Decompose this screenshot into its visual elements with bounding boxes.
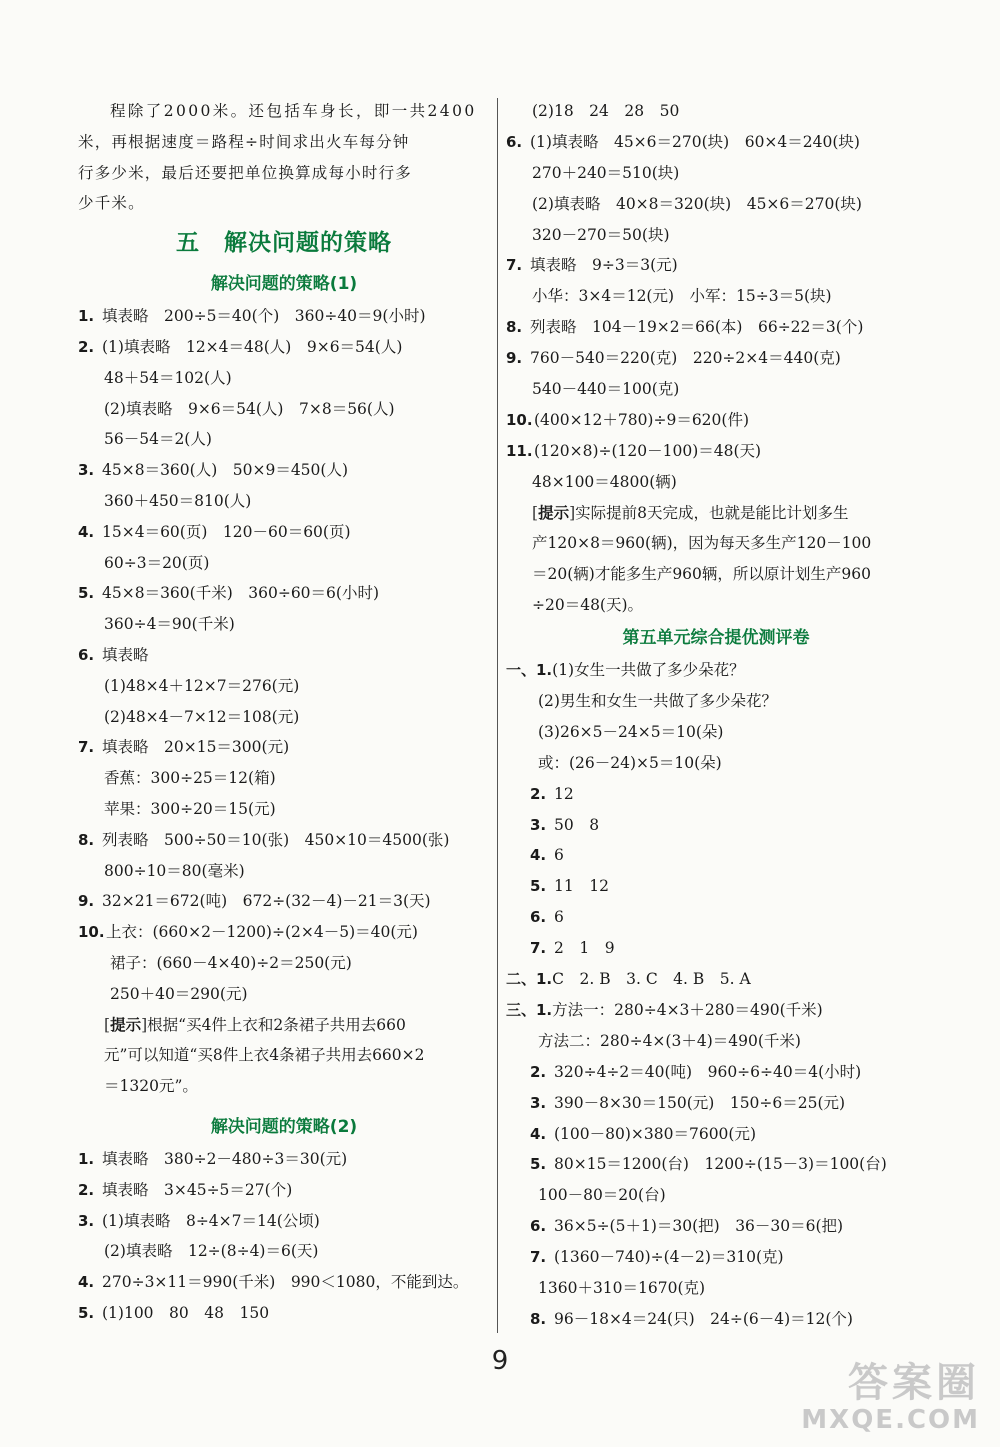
answer-subitem [506, 1304, 926, 1335]
answer-subitem [506, 1057, 926, 1088]
watermark [801, 1361, 980, 1435]
answer-item [506, 343, 926, 374]
answer-continuation: (2)填表略 9×6＝54(人) 7×8＝56(人) [104, 399, 395, 418]
answer-item [506, 964, 926, 995]
item-text: (100－80)×380＝7600(元) [554, 1124, 757, 1143]
item-text: 760－540＝220(克) 220÷2×4＝440(克) [530, 349, 841, 368]
answer-item [78, 825, 490, 856]
item-text: (400×12＋780)÷9＝620(件) [534, 410, 750, 429]
item-text: 32×21＝672(吨) 672÷(32－4)－21＝3(天) [102, 892, 431, 911]
hint-text: 根据“买4件上衣和2条裙子共用去660 [147, 1015, 406, 1034]
hint-label [532, 503, 575, 522]
hint-line [78, 1010, 490, 1041]
answer-item [506, 250, 926, 281]
item-number: 5. [530, 877, 547, 896]
answer-continuation: 香蕉：300÷25＝12(箱) [104, 769, 276, 788]
answer-continuation: (2)填表略 40×8＝320(块) 45×6＝270(块) [532, 194, 862, 213]
answer-item [78, 332, 490, 363]
item-number: 11. [506, 441, 533, 460]
answer-continuation: (2)48×4－7×12＝108(元) [104, 707, 300, 726]
answer-item [78, 1298, 490, 1329]
hint-line [506, 498, 926, 529]
column-divider [497, 98, 498, 1333]
item-number: 9. [506, 349, 523, 368]
answer-continuation: 360＋450＝810(人) [104, 491, 252, 510]
answer-continuation: 56－54＝2(人) [104, 430, 212, 449]
item-text: 方法一：280÷4×3＋280＝490(千米) [552, 1000, 823, 1019]
answer-continuation: (2)18 24 28 50 [532, 102, 680, 120]
answer-subitem [506, 902, 926, 933]
answer-subitem [506, 1149, 926, 1180]
answer-item [78, 732, 490, 763]
hint-label-text: 提示 [110, 1014, 142, 1034]
item-text: 390－8×30＝150(元) 150÷6＝25(元) [554, 1093, 846, 1112]
watermark-logo: 答案圈 [848, 1360, 980, 1406]
item-number: 8. [506, 318, 523, 337]
answer-continuation: 48＋54＝102(人) [104, 368, 232, 387]
section-heading: 五 解决问题的策略 [176, 230, 392, 257]
item-text: 列表略 104－19×2＝66(本) 66÷22＝3(个) [530, 318, 864, 337]
answer-subitem [506, 1242, 926, 1273]
item-text: 45×8＝360(人) 50×9＝450(人) [102, 461, 349, 480]
answer-subitem [506, 1119, 926, 1150]
item-number: 3. [78, 1211, 95, 1230]
item-number: 10. [506, 410, 533, 429]
hint-label [104, 1015, 147, 1034]
answer-continuation: 60÷3＝20(页) [104, 553, 210, 572]
answer-item [78, 1144, 490, 1175]
item-number: 2. [78, 1180, 95, 1199]
item-text: (1)女生一共做了多少朵花？ [552, 661, 745, 680]
answer-continuation: 250＋40＝290(元) [110, 984, 248, 1003]
item-text: 11 12 [554, 877, 609, 896]
item-number: 4. [78, 1273, 95, 1292]
item-number: 7. [530, 1248, 547, 1267]
item-text: (1)填表略 45×6＝270(块) 60×4＝240(块) [530, 132, 860, 151]
answer-continuation: 裙子：(660－4×40)÷2＝250(元) [110, 953, 352, 972]
item-number: 1. [78, 1149, 95, 1168]
subsection-heading: 解决问题的策略(2) [210, 1116, 358, 1137]
answer-subitem [506, 840, 926, 871]
item-text: (1)填表略 12×4＝48(人) 9×6＝54(人) [102, 337, 403, 356]
answer-subitem [506, 1211, 926, 1242]
item-text: 填表略 20×15＝300(元) [102, 738, 290, 757]
item-text: (1)填表略 8÷4×7＝14(公顷) [102, 1211, 320, 1230]
item-text: C 2. B 3. C 4. B 5. A [552, 970, 751, 989]
paragraph-line: 米，再根据速度＝路程÷时间求出火车每分钟 [78, 132, 410, 151]
item-text: 80×15＝1200(台) 1200÷(15－3)＝100(台) [554, 1155, 887, 1174]
answer-continuation: (2)填表略 12÷(8÷4)＝6(天) [104, 1242, 319, 1261]
answer-item [506, 405, 926, 436]
answer-item [506, 995, 926, 1026]
item-text: (1)100 80 48 150 [102, 1303, 270, 1322]
answer-continuation: 48×100＝4800(辆) [532, 472, 677, 491]
hint-continuation: ＝1320元”。 [104, 1077, 198, 1096]
item-number: 三、1. [506, 1000, 553, 1019]
watermark-url: MXQE.COM [801, 1405, 980, 1435]
item-text: 96－18×4＝24(只) 24÷(6－4)＝12(个) [554, 1309, 853, 1328]
item-text: 36×5÷(5＋1)＝30(把) 36－30＝6(把) [554, 1217, 844, 1236]
answer-item [506, 312, 926, 343]
item-text: 上衣：(660×2－1200)÷(2×4－5)＝40(元) [106, 923, 418, 942]
item-text: (120×8)÷(120－100)＝48(天) [534, 441, 762, 460]
item-number: 5. [78, 1303, 95, 1322]
hint-bracket-close: ] [141, 1015, 148, 1034]
item-number: 5. [78, 584, 95, 603]
item-text: 12 [554, 784, 574, 803]
hint-bracket-open: [ [532, 503, 539, 522]
item-text: 45×8＝360(千米) 360÷60＝6(小时) [102, 584, 380, 603]
answer-subitem [506, 1088, 926, 1119]
answer-continuation: 360÷4＝90(千米) [104, 615, 235, 634]
item-number: 3. [530, 1093, 547, 1112]
item-number: 6. [530, 908, 547, 927]
item-text: 2 1 9 [554, 939, 615, 958]
item-number: 10. [78, 923, 105, 942]
answer-continuation: 100－80＝20(台) [538, 1186, 666, 1205]
answer-item [506, 436, 926, 467]
paragraph-line: 行多少米，最后还要把单位换算成每小时行多 [78, 163, 413, 182]
answer-subitem [506, 871, 926, 902]
item-text: 15×4＝60(页) 120－60＝60(页) [102, 522, 351, 541]
answer-item [78, 917, 490, 948]
hint-label-text: 提示 [538, 502, 570, 522]
hint-continuation: 元”可以知道“买8件上衣4条裙子共用去660×2 [104, 1046, 425, 1065]
item-number: 7. [506, 256, 523, 275]
item-number: 9. [78, 892, 95, 911]
hint-bracket-close: ] [569, 503, 576, 522]
item-text: 50 8 [554, 815, 600, 834]
answer-subitem [506, 779, 926, 810]
item-number: 6. [78, 645, 95, 664]
answer-continuation: (3)26×5－24×5＝10(朵) [538, 722, 724, 741]
item-number: 一、1. [506, 661, 553, 680]
hint-bracket-open: [ [104, 1015, 111, 1034]
answer-continuation: 方法二：280÷4×(3＋4)＝490(千米) [538, 1031, 801, 1050]
answer-subitem [506, 810, 926, 841]
answer-item [78, 1175, 490, 1206]
item-number: 8. [530, 1309, 547, 1328]
item-number: 2. [530, 784, 547, 803]
hint-continuation: ÷20＝48(天)。 [532, 596, 644, 615]
answer-subitem [506, 933, 926, 964]
answer-item [78, 517, 490, 548]
item-number: 4. [530, 846, 547, 865]
item-text: 320÷4÷2＝40(吨) 960÷6÷40＝4(小时) [554, 1062, 862, 1081]
answer-item [78, 886, 490, 917]
item-text: 列表略 500÷50＝10(张) 450×10＝4500(张) [102, 830, 450, 849]
item-text: 填表略 380÷2－480÷3＝30(元) [102, 1149, 348, 1168]
answer-continuation: 320－270＝50(块) [532, 225, 670, 244]
item-text: 填表略 200÷5＝40(个) 360÷40＝9(小时) [102, 307, 426, 326]
hint-continuation: ＝20(辆)才能多生产960辆，所以原计划生产960 [532, 565, 871, 584]
answer-continuation: 苹果：300÷20＝15(元) [104, 799, 276, 818]
item-text: 6 [554, 908, 564, 927]
item-number: 4. [78, 522, 95, 541]
page-number: 9 [491, 1346, 509, 1376]
item-number: 2. [530, 1062, 547, 1081]
item-number: 7. [78, 738, 95, 757]
item-number: 2. [78, 337, 95, 356]
item-number: 3. [78, 461, 95, 480]
answer-item [78, 301, 490, 332]
answer-item [506, 655, 926, 686]
item-number: 4. [530, 1124, 547, 1143]
answer-continuation: 270＋240＝510(块) [532, 163, 680, 182]
item-text: 填表略 3×45÷5＝27(个) [102, 1180, 293, 1199]
answer-continuation: (2)男生和女生一共做了多少朵花？ [538, 692, 777, 711]
answer-item [506, 127, 926, 158]
subsection-heading: 第五单元综合提优测评卷 [622, 628, 810, 649]
paragraph-line: 程除了2000米。还包括车身长，即一共2400 [110, 102, 477, 120]
item-number: 6. [506, 132, 523, 151]
hint-continuation: 产120×8＝960(辆)，因为每天多生产120－100 [532, 534, 872, 553]
item-number: 8. [78, 830, 95, 849]
hint-text: 实际提前8天完成，也就是能比计划多生 [575, 503, 849, 522]
answer-continuation: 540－440＝100(克) [532, 380, 680, 399]
answer-continuation: 1360＋310＝1670(克) [538, 1278, 706, 1297]
answer-continuation: 800÷10＝80(毫米) [104, 861, 245, 880]
answer-item [78, 640, 490, 671]
item-number: 5. [530, 1155, 547, 1174]
item-number: 7. [530, 939, 547, 958]
item-text: 270÷3×11＝990(千米) 990＜1080，不能到达。 [102, 1273, 469, 1292]
answer-continuation: (1)48×4＋12×7＝276(元) [104, 676, 300, 695]
answer-continuation: 或：(26－24)×5＝10(朵) [538, 753, 722, 772]
left-column [78, 96, 490, 1329]
answer-item [78, 578, 490, 609]
answer-item [78, 455, 490, 486]
answer-item [78, 1206, 490, 1237]
subsection-heading: 解决问题的策略(1) [210, 274, 358, 295]
item-number: 6. [530, 1217, 547, 1236]
right-column [506, 96, 926, 1335]
item-text: (1360－740)÷(4－2)＝310(克) [554, 1248, 784, 1267]
answer-item [78, 1267, 490, 1298]
item-number: 二、1. [506, 970, 553, 989]
item-text: 填表略 9÷3＝3(元) [530, 256, 678, 275]
item-number: 1. [78, 307, 95, 326]
item-text: 6 [554, 846, 564, 865]
paragraph-line: 少千米。 [78, 194, 145, 213]
item-number: 3. [530, 815, 547, 834]
answer-continuation: 小华：3×4＝12(元) 小军：15÷3＝5(块) [532, 287, 832, 306]
item-text: 填表略 [102, 645, 149, 664]
